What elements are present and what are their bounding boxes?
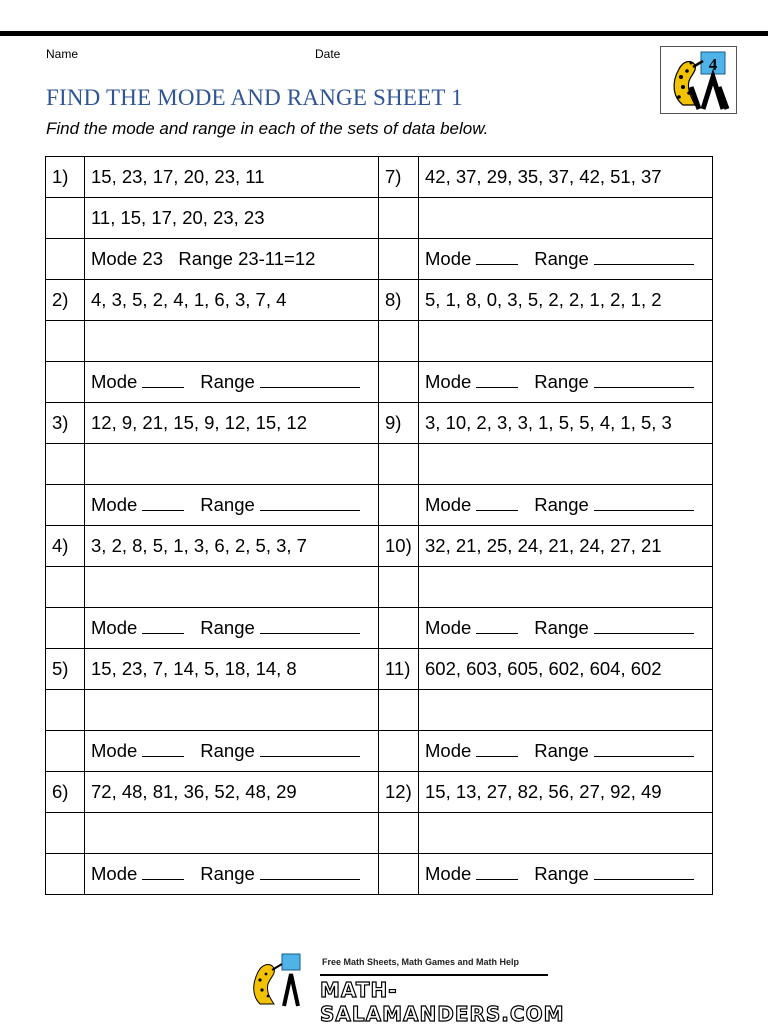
answer-cell bbox=[419, 362, 713, 403]
range-label: Range bbox=[200, 494, 255, 515]
mode-label: Mode bbox=[91, 494, 138, 515]
problem-number: 8) bbox=[379, 280, 419, 321]
range-label: Range bbox=[200, 617, 255, 638]
footer-brand-link[interactable]: MATH-SALAMANDERS.COM bbox=[320, 978, 565, 1026]
problem-data: 42, 37, 29, 35, 37, 42, 51, 37 bbox=[419, 157, 713, 198]
answer-cell bbox=[85, 362, 379, 403]
range-answer-blank[interactable] bbox=[594, 371, 694, 388]
answer-cell bbox=[419, 731, 713, 772]
problem-number: 7) bbox=[379, 157, 419, 198]
problem-data: 15, 23, 7, 14, 5, 18, 14, 8 bbox=[85, 649, 379, 690]
problem-data: 15, 13, 27, 82, 56, 27, 92, 49 bbox=[419, 772, 713, 813]
problem-row bbox=[46, 526, 713, 567]
example-answer: Mode 23 Range 23-11=12 bbox=[85, 239, 379, 280]
mode-answer-blank[interactable] bbox=[476, 863, 518, 880]
mode-answer-blank[interactable] bbox=[476, 248, 518, 265]
working-row bbox=[46, 198, 713, 239]
answer-row bbox=[46, 731, 713, 772]
name-label: Name bbox=[46, 47, 79, 61]
answer-row bbox=[46, 485, 713, 526]
problem-number: 9) bbox=[379, 403, 419, 444]
mode-label: Mode bbox=[425, 494, 472, 515]
working-space[interactable] bbox=[419, 198, 713, 239]
mode-answer-blank[interactable] bbox=[476, 371, 518, 388]
mode-label: Mode bbox=[425, 371, 472, 392]
range-answer-blank[interactable] bbox=[594, 248, 694, 265]
problem-row bbox=[46, 649, 713, 690]
working-space[interactable] bbox=[85, 444, 379, 485]
range-answer-blank[interactable] bbox=[260, 371, 360, 388]
range-answer-blank[interactable] bbox=[260, 863, 360, 880]
problem-number: 3) bbox=[46, 403, 85, 444]
problem-number: 2) bbox=[46, 280, 85, 321]
range-label: Range bbox=[534, 617, 589, 638]
mode-answer-blank[interactable] bbox=[476, 740, 518, 757]
answer-cell bbox=[85, 485, 379, 526]
range-answer-blank[interactable] bbox=[260, 494, 360, 511]
problem-data: 3, 2, 8, 5, 1, 3, 6, 2, 5, 3, 7 bbox=[85, 526, 379, 567]
working-space[interactable] bbox=[85, 321, 379, 362]
mode-label: Mode bbox=[425, 248, 472, 269]
range-answer-blank[interactable] bbox=[594, 863, 694, 880]
range-answer-blank[interactable] bbox=[594, 494, 694, 511]
mode-label: Mode bbox=[91, 371, 138, 392]
mode-answer-blank[interactable] bbox=[142, 371, 184, 388]
logo-number: 4 bbox=[708, 55, 718, 74]
problem-number: 12) bbox=[379, 772, 419, 813]
answer-cell bbox=[85, 608, 379, 649]
range-label: Range bbox=[534, 248, 589, 269]
problem-data: 3, 10, 2, 3, 3, 1, 5, 5, 4, 1, 5, 3 bbox=[419, 403, 713, 444]
working-space[interactable] bbox=[419, 813, 713, 854]
answer-row bbox=[46, 239, 713, 280]
working-space[interactable] bbox=[419, 690, 713, 731]
math-salamanders-logo bbox=[660, 46, 737, 114]
range-answer-blank[interactable] bbox=[260, 740, 360, 757]
range-answer-blank[interactable] bbox=[594, 617, 694, 634]
working-space[interactable] bbox=[419, 444, 713, 485]
range-answer-blank[interactable] bbox=[594, 740, 694, 757]
working-row bbox=[46, 813, 713, 854]
problems-table bbox=[45, 156, 713, 895]
problem-number: 5) bbox=[46, 649, 85, 690]
working-space[interactable] bbox=[419, 567, 713, 608]
range-label: Range bbox=[534, 863, 589, 884]
working-row bbox=[46, 444, 713, 485]
problem-row bbox=[46, 403, 713, 444]
mode-label: Mode bbox=[91, 617, 138, 638]
problem-number: 11) bbox=[379, 649, 419, 690]
top-rule bbox=[0, 31, 768, 36]
sorted-data: 11, 15, 17, 20, 23, 23 bbox=[85, 198, 379, 239]
mode-label: Mode bbox=[425, 740, 472, 761]
mode-answer-blank[interactable] bbox=[476, 617, 518, 634]
footer-rule bbox=[320, 974, 548, 976]
mode-label: Mode bbox=[425, 863, 472, 884]
answer-cell bbox=[419, 608, 713, 649]
answer-cell bbox=[419, 854, 713, 895]
working-row bbox=[46, 690, 713, 731]
answer-cell bbox=[85, 731, 379, 772]
instructions: Find the mode and range in each of the sets of data below. bbox=[46, 119, 489, 138]
answer-cell bbox=[419, 485, 713, 526]
problem-number: 10) bbox=[379, 526, 419, 567]
working-space[interactable] bbox=[85, 690, 379, 731]
mode-answer-blank[interactable] bbox=[142, 494, 184, 511]
working-row bbox=[46, 567, 713, 608]
answer-row bbox=[46, 854, 713, 895]
mode-answer-blank[interactable] bbox=[142, 740, 184, 757]
mode-label: Mode bbox=[91, 863, 138, 884]
footer-tagline: Free Math Sheets, Math Games and Math Help bbox=[322, 957, 520, 967]
problem-number: 1) bbox=[46, 157, 85, 198]
range-label: Range bbox=[534, 494, 589, 515]
mode-answer-blank[interactable] bbox=[476, 494, 518, 511]
working-space[interactable] bbox=[419, 321, 713, 362]
problem-data: 602, 603, 605, 602, 604, 602 bbox=[419, 649, 713, 690]
range-answer-blank[interactable] bbox=[260, 617, 360, 634]
working-row bbox=[46, 321, 713, 362]
range-label: Range bbox=[200, 371, 255, 392]
range-label: Range bbox=[534, 371, 589, 392]
range-label: Range bbox=[200, 863, 255, 884]
problem-data: 15, 23, 17, 20, 23, 11 bbox=[85, 157, 379, 198]
problem-row bbox=[46, 280, 713, 321]
problem-data: 4, 3, 5, 2, 4, 1, 6, 3, 7, 4 bbox=[85, 280, 379, 321]
answer-row bbox=[46, 362, 713, 403]
problem-number: 6) bbox=[46, 772, 85, 813]
sheet-title: FIND THE MODE AND RANGE SHEET 1 bbox=[46, 85, 463, 110]
working-space[interactable] bbox=[85, 567, 379, 608]
problem-data: 32, 21, 25, 24, 21, 24, 27, 21 bbox=[419, 526, 713, 567]
answer-cell bbox=[419, 239, 713, 280]
problem-data: 72, 48, 81, 36, 52, 48, 29 bbox=[85, 772, 379, 813]
mode-answer-blank[interactable] bbox=[142, 863, 184, 880]
problem-data: 12, 9, 21, 15, 9, 12, 15, 12 bbox=[85, 403, 379, 444]
answer-cell bbox=[85, 854, 379, 895]
mode-label: Mode bbox=[425, 617, 472, 638]
answer-row bbox=[46, 608, 713, 649]
footer bbox=[250, 950, 565, 1026]
mode-label: Mode bbox=[91, 740, 138, 761]
date-label: Date bbox=[315, 47, 341, 61]
range-label: Range bbox=[200, 740, 255, 761]
problem-row bbox=[46, 772, 713, 813]
problem-number: 4) bbox=[46, 526, 85, 567]
range-label: Range bbox=[534, 740, 589, 761]
salamander-mascot-icon bbox=[250, 950, 320, 1008]
problem-row bbox=[46, 157, 713, 198]
working-space[interactable] bbox=[85, 813, 379, 854]
problem-data: 5, 1, 8, 0, 3, 5, 2, 2, 1, 2, 1, 2 bbox=[419, 280, 713, 321]
mode-answer-blank[interactable] bbox=[142, 617, 184, 634]
